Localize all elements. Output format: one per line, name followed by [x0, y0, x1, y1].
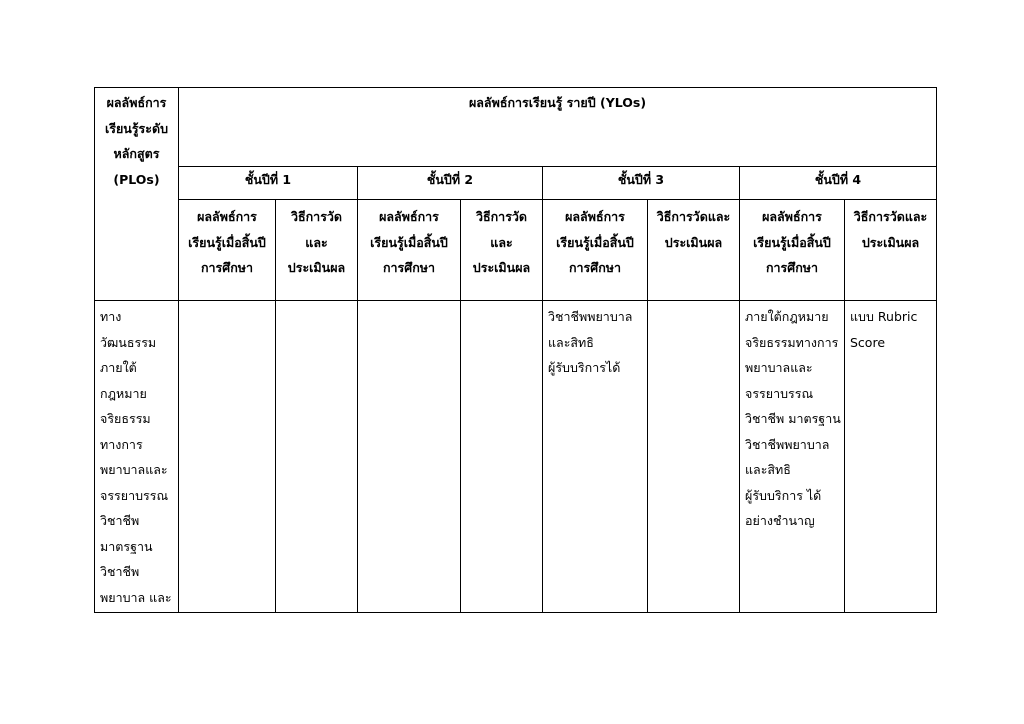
y3-outcome-body: [543, 301, 648, 613]
ylo-title: ผลลัพธ์การเรียนรู้ รายปี (YLOs): [468, 95, 647, 110]
y4-measure-line: แบบ Rubric: [850, 309, 918, 324]
plo-body-line: วัฒนธรรม: [100, 334, 157, 350]
sub-header-line: การศึกษา: [200, 260, 254, 275]
plo-body-line: จริยธรรม: [100, 411, 151, 426]
sub-header-line: การศึกษา: [382, 260, 436, 275]
y4-outcome-line: และสิทธิ: [745, 462, 791, 477]
y4-outcome-line: ผู้รับบริการ ได้: [745, 487, 822, 503]
sub-header-line: ประเมินผล: [861, 234, 920, 250]
plo-body-line: วิชาชีพ: [100, 513, 140, 528]
y2-measure-header: [461, 200, 543, 301]
plo-body-cell: [95, 301, 179, 613]
sub-header-line: ผลลัพธ์การ: [379, 209, 439, 224]
year-3-label: ชั้นปีที่ 3: [617, 172, 665, 187]
plo-body-line: มาตรฐาน: [100, 538, 153, 554]
y1-measure-body: [276, 301, 358, 613]
y1-outcome-header: [179, 200, 276, 301]
sub-header-line: วิธีการวัดและ: [853, 209, 928, 224]
plo-header-cell: [95, 88, 179, 301]
y3-measure-body: [648, 301, 740, 613]
year-1-label: ชั้นปีที่ 1: [244, 172, 292, 187]
y4-outcome-line: วิชาชีพ มาตรฐาน: [745, 411, 841, 426]
sub-header-line: ผลลัพธ์การ: [762, 209, 822, 224]
y3-measure-header: [648, 200, 740, 301]
year-2-header: [358, 167, 543, 200]
y1-measure-header: [276, 200, 358, 301]
plo-body-line: ภายใต้: [100, 360, 137, 375]
y4-outcome-line: วิชาชีพพยาบาล: [745, 436, 830, 452]
sub-header-line: เรียนรู้เมื่อสิ้นปี: [370, 234, 448, 250]
year-4-label: ชั้นปีที่ 4: [814, 172, 862, 187]
sub-header-line: เรียนรู้เมื่อสิ้นปี: [753, 234, 831, 250]
y4-outcome-line: จริยธรรมทางการ: [745, 334, 839, 350]
plo-body-line: กฎหมาย: [100, 385, 147, 401]
y2-outcome-body: [358, 301, 461, 613]
sub-header-line: และ: [490, 234, 513, 250]
plo-header-line: หลักสูตร: [113, 146, 160, 161]
sub-header-line: ประเมินผล: [472, 260, 531, 275]
y3-outcome-line: ผู้รับบริการได้: [548, 360, 621, 375]
sub-header-line: เรียนรู้เมื่อสิ้นปี: [556, 234, 634, 250]
sub-header-line: ผลลัพธ์การ: [565, 209, 625, 224]
y4-outcome-line: จรรยาบรรณ: [745, 385, 814, 401]
plo-header-line: เรียนรู้ระดับ: [104, 120, 169, 136]
year-2-label: ชั้นปีที่ 2: [426, 172, 474, 187]
sub-header-line: วิธีการวัด: [475, 209, 528, 224]
plo-body-line: จรรยาบรรณ: [100, 487, 169, 503]
y3-outcome-line: และสิทธิ: [548, 334, 594, 350]
year-1-header: [179, 167, 358, 200]
plo-body-line: วิชาชีพ: [100, 564, 140, 579]
sub-header-line: ประเมินผล: [664, 234, 723, 250]
year-4-header: [740, 167, 937, 200]
y4-outcome-header: [740, 200, 845, 301]
y4-measure-line: Score: [850, 334, 886, 350]
y4-measure-body: [845, 301, 937, 613]
plo-body-line: ทาง: [100, 309, 122, 324]
plo-body-line: พยาบาล และ: [100, 589, 172, 605]
sub-header-line: การศึกษา: [765, 260, 819, 275]
plo-body-line: ทางการ: [100, 436, 143, 452]
sub-header-line: เรียนรู้เมื่อสิ้นปี: [188, 234, 266, 250]
y4-outcome-line: พยาบาลและ: [745, 360, 813, 375]
year-3-header: [543, 167, 740, 200]
sub-header-line: ผลลัพธ์การ: [197, 209, 257, 224]
y4-measure-header: [845, 200, 937, 301]
y2-outcome-header: [358, 200, 461, 301]
sub-header-line: วิธีการวัดและ: [656, 209, 731, 224]
sub-header-line: และ: [305, 234, 328, 250]
y4-outcome-line: อย่างชำนาญ: [745, 513, 815, 528]
plo-header-line: (PLOs): [113, 171, 160, 187]
plo-header-line: ผลลัพธ์การ: [106, 95, 167, 110]
ylo-table: [94, 87, 937, 613]
sub-header-line: การศึกษา: [568, 260, 622, 275]
sub-header-line: ประเมินผล: [287, 260, 346, 275]
y2-measure-body: [461, 301, 543, 613]
y4-outcome-body: [740, 301, 845, 613]
y3-outcome-line: วิชาชีพพยาบาล: [548, 309, 633, 324]
plo-body-line: พยาบาลและ: [100, 462, 168, 477]
y3-outcome-header: [543, 200, 648, 301]
y1-outcome-body: [179, 301, 276, 613]
y4-outcome-line: ภายใต้กฎหมาย: [745, 309, 829, 324]
ylo-title-cell: [179, 88, 937, 167]
sub-header-line: วิธีการวัด: [290, 209, 343, 224]
